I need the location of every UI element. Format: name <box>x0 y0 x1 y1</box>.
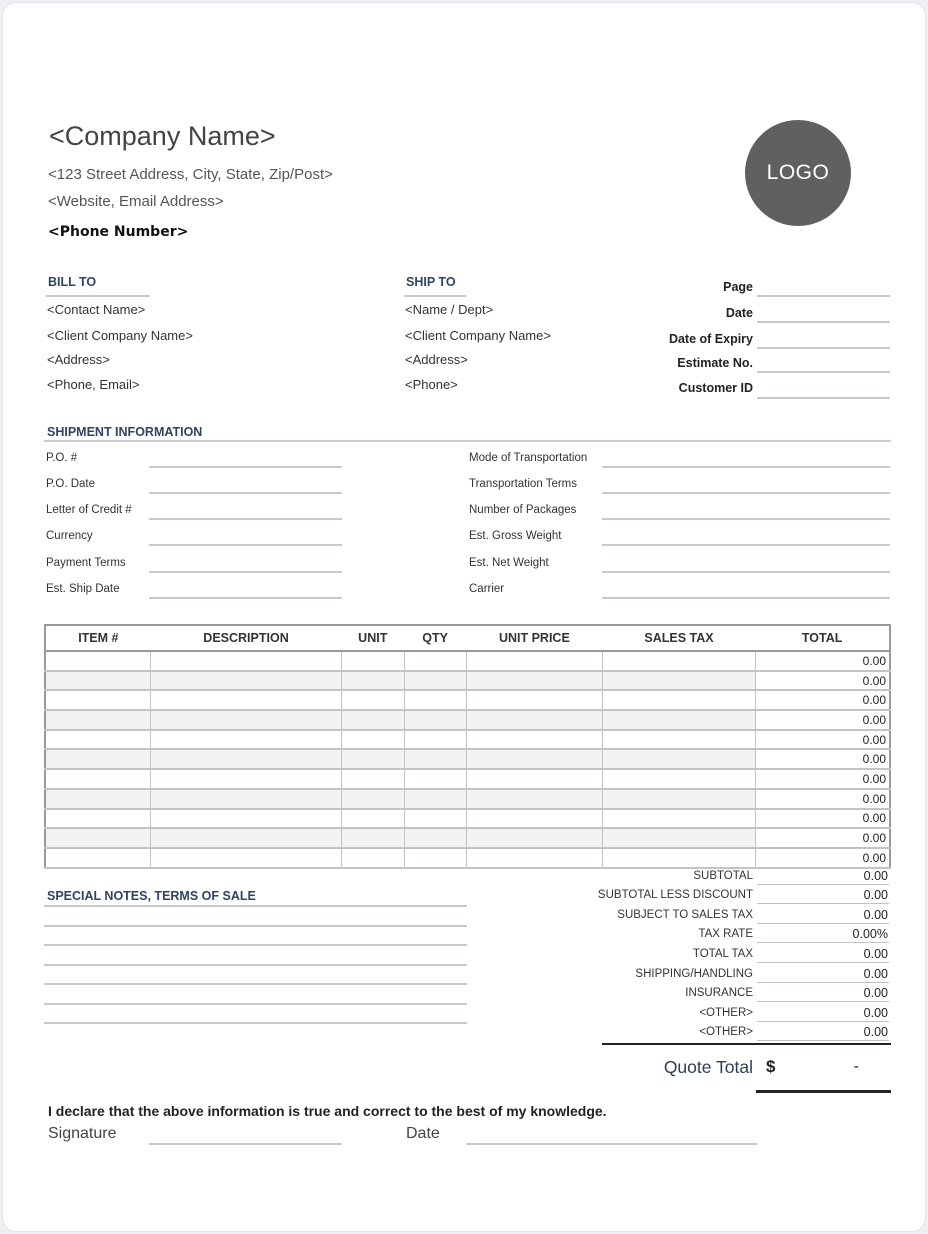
summary-rule <box>757 1001 889 1002</box>
po-date-label: P.O. Date <box>46 478 96 490</box>
unit-price-cell[interactable] <box>466 848 603 868</box>
bill-to-company: <Client Company Name> <box>47 328 193 343</box>
unit-header: UNIT <box>341 625 404 651</box>
letter-of-credit-label: Letter of Credit # <box>46 504 132 516</box>
row-total-cell: 0.00 <box>755 730 890 750</box>
unit-price-cell[interactable] <box>466 789 603 809</box>
logo-placeholder: LOGO <box>745 120 851 226</box>
carrier-label: Carrier <box>469 583 505 595</box>
ship-to-address: <Address> <box>405 352 468 367</box>
notes-line-1[interactable] <box>44 905 467 907</box>
summary-rule <box>757 1040 889 1041</box>
bill-to-phone: <Phone, Email> <box>47 377 140 392</box>
summary-value: 0.00 <box>863 888 888 902</box>
summary-label: <OTHER> <box>699 1007 753 1019</box>
date-of-expiry-label: Date of Expiry <box>668 332 753 346</box>
sales-tax-cell[interactable] <box>603 769 756 789</box>
unit-price-cell[interactable] <box>466 690 603 710</box>
summary-value: 0.00 <box>863 947 888 961</box>
item-number-cell[interactable] <box>45 848 151 868</box>
summary-value: 0.00 <box>863 1006 888 1020</box>
unit-cell[interactable] <box>341 848 404 868</box>
unit-price-cell[interactable] <box>466 749 603 769</box>
items-header-row <box>45 625 890 651</box>
estimate-no-label: Estimate No. <box>677 356 753 370</box>
qty-cell[interactable] <box>404 710 466 730</box>
unit-price-cell[interactable] <box>466 769 603 789</box>
unit-cell[interactable] <box>341 789 404 809</box>
carrier-field[interactable] <box>602 597 890 599</box>
table-row <box>45 749 890 769</box>
shipment-heading: SHIPMENT INFORMATION <box>47 425 203 439</box>
date-field[interactable] <box>757 321 890 323</box>
summary-rule <box>757 982 889 983</box>
table-row <box>45 769 890 789</box>
summary-label: SUBTOTAL LESS DISCOUNT <box>597 889 753 901</box>
sales-tax-header: SALES TAX <box>603 625 756 651</box>
item-number-cell[interactable] <box>45 809 151 829</box>
unit-cell[interactable] <box>341 749 404 769</box>
summary-rule <box>757 903 889 904</box>
qty-cell[interactable] <box>404 730 466 750</box>
qty-header: QTY <box>404 625 466 651</box>
summary-value: 0.00 <box>863 1025 888 1039</box>
summary-label: TAX RATE <box>698 928 753 940</box>
item-number-cell[interactable] <box>45 710 151 730</box>
qty-cell[interactable] <box>404 828 466 848</box>
transportation-terms-label: Transportation Terms <box>469 478 578 490</box>
notes-line-7[interactable] <box>44 1022 467 1024</box>
company-address: <123 Street Address, City, State, Zip/Post> <box>48 166 333 183</box>
customer-id-label: Customer ID <box>678 381 753 395</box>
number-of-packages-label: Number of Packages <box>469 504 577 516</box>
unit-price-cell[interactable] <box>466 710 603 730</box>
summary-divider <box>602 1043 891 1045</box>
item-number-header: ITEM # <box>45 625 151 651</box>
sales-tax-cell[interactable] <box>603 809 756 829</box>
sales-tax-cell[interactable] <box>603 828 756 848</box>
est-gross-weight-field[interactable] <box>602 544 890 546</box>
unit-cell[interactable] <box>341 828 404 848</box>
notes-line-2[interactable] <box>44 925 467 927</box>
row-total-cell: 0.00 <box>755 749 890 769</box>
est-ship-date-label: Est. Ship Date <box>46 583 120 595</box>
summary-label: <OTHER> <box>699 1026 753 1038</box>
description-cell[interactable] <box>151 789 342 809</box>
qty-cell[interactable] <box>404 789 466 809</box>
payment-terms-field[interactable] <box>149 571 342 573</box>
summary-value: 0.00 <box>863 869 888 883</box>
payment-terms-label: Payment Terms <box>46 557 126 569</box>
sales-tax-cell[interactable] <box>603 789 756 809</box>
items-body <box>45 651 890 868</box>
table-row <box>45 651 890 671</box>
unit-cell[interactable] <box>341 671 404 691</box>
signature-field[interactable] <box>149 1143 342 1145</box>
items-table <box>44 624 891 869</box>
description-cell[interactable] <box>151 848 342 868</box>
po-date-field[interactable] <box>149 492 342 494</box>
number-of-packages-field[interactable] <box>602 518 890 520</box>
table-row <box>45 710 890 730</box>
quote-total-underline <box>756 1090 891 1093</box>
page-label: Page <box>723 280 753 294</box>
bill-to-address: <Address> <box>47 352 110 367</box>
ship-to-name: <Name / Dept> <box>405 302 494 317</box>
letter-of-credit-field[interactable] <box>149 518 342 520</box>
qty-cell[interactable] <box>404 651 466 671</box>
mode-of-transportation-field[interactable] <box>602 466 890 468</box>
ship-to-company: <Client Company Name> <box>405 328 551 343</box>
ship-to-rule <box>404 295 466 297</box>
company-web-email: <Website, Email Address> <box>48 193 224 210</box>
qty-cell[interactable] <box>404 671 466 691</box>
quote-total-value: - <box>853 1058 859 1075</box>
summary-label: SUBJECT TO SALES TAX <box>617 909 753 921</box>
est-net-weight-label: Est. Net Weight <box>469 557 549 569</box>
qty-cell[interactable] <box>404 769 466 789</box>
currency-field[interactable] <box>149 544 342 546</box>
item-number-cell[interactable] <box>45 769 151 789</box>
item-number-cell[interactable] <box>45 789 151 809</box>
est-net-weight-field[interactable] <box>602 571 890 573</box>
description-header: DESCRIPTION <box>151 625 342 651</box>
sales-tax-cell[interactable] <box>603 690 756 710</box>
summary-label: SHIPPING/HANDLING <box>635 968 753 980</box>
sales-tax-cell[interactable] <box>603 749 756 769</box>
description-cell[interactable] <box>151 749 342 769</box>
unit-cell[interactable] <box>341 809 404 829</box>
date-label: Date <box>725 306 753 320</box>
table-row <box>45 828 890 848</box>
signature-date-label: Date <box>406 1125 440 1142</box>
row-total-cell: 0.00 <box>755 651 890 671</box>
item-number-cell[interactable] <box>45 749 151 769</box>
summary-label: INSURANCE <box>685 987 753 999</box>
sales-tax-cell[interactable] <box>603 651 756 671</box>
shipment-rule <box>44 440 891 442</box>
row-total-cell: 0.00 <box>755 690 890 710</box>
customer-id-field[interactable] <box>757 397 890 399</box>
est-gross-weight-label: Est. Gross Weight <box>469 530 562 542</box>
notes-line-3[interactable] <box>44 944 467 946</box>
table-row <box>45 671 890 691</box>
qty-cell[interactable] <box>404 848 466 868</box>
unit-price-header: UNIT PRICE <box>466 625 603 651</box>
unit-price-cell[interactable] <box>466 730 603 750</box>
item-number-cell[interactable] <box>45 828 151 848</box>
summary-value: 0.00 <box>863 967 888 981</box>
ship-to-phone: <Phone> <box>405 377 458 392</box>
sales-tax-cell[interactable] <box>603 730 756 750</box>
summary-rule <box>757 923 889 924</box>
item-number-cell[interactable] <box>45 671 151 691</box>
description-cell[interactable] <box>151 651 342 671</box>
table-row <box>45 848 890 868</box>
summary-label: TOTAL TAX <box>692 948 753 960</box>
summary-value: 0.00% <box>852 927 888 941</box>
notes-line-5[interactable] <box>44 983 467 985</box>
special-notes-heading: SPECIAL NOTES, TERMS OF SALE <box>47 889 256 903</box>
item-number-cell[interactable] <box>45 690 151 710</box>
qty-cell[interactable] <box>404 690 466 710</box>
description-cell[interactable] <box>151 710 342 730</box>
page-field[interactable] <box>757 295 890 297</box>
unit-price-cell[interactable] <box>466 828 603 848</box>
notes-line-6[interactable] <box>44 1003 467 1005</box>
unit-price-cell[interactable] <box>466 809 603 829</box>
table-row <box>45 809 890 829</box>
po-number-label: P.O. # <box>46 452 78 464</box>
description-cell[interactable] <box>151 769 342 789</box>
description-cell[interactable] <box>151 730 342 750</box>
unit-cell[interactable] <box>341 690 404 710</box>
summary-value: 0.00 <box>863 908 888 922</box>
ship-to-heading: SHIP TO <box>406 275 456 289</box>
estimate-no-field[interactable] <box>757 371 890 373</box>
bill-to-rule <box>46 295 150 297</box>
table-row <box>45 690 890 710</box>
sales-tax-cell[interactable] <box>603 710 756 730</box>
total-header: TOTAL <box>755 625 890 651</box>
row-total-cell: 0.00 <box>755 671 890 691</box>
row-total-cell: 0.00 <box>755 789 890 809</box>
currency-label: Currency <box>46 530 93 542</box>
unit-price-cell[interactable] <box>466 651 603 671</box>
summary-rule <box>757 1021 889 1022</box>
description-cell[interactable] <box>151 690 342 710</box>
item-number-cell[interactable] <box>45 730 151 750</box>
sales-tax-cell[interactable] <box>603 848 756 868</box>
summary-value: 0.00 <box>863 986 888 1000</box>
company-name: <Company Name> <box>49 121 276 151</box>
sales-tax-cell[interactable] <box>603 671 756 691</box>
summary-rule <box>757 942 889 943</box>
signature-date-field[interactable] <box>466 1143 757 1145</box>
table-row <box>45 730 890 750</box>
summary-label: SUBTOTAL <box>693 870 753 882</box>
transportation-terms-field[interactable] <box>602 492 890 494</box>
description-cell[interactable] <box>151 809 342 829</box>
quote-total-label: Quote Total <box>663 1057 753 1077</box>
row-total-cell: 0.00 <box>755 710 890 730</box>
qty-cell[interactable] <box>404 809 466 829</box>
date-of-expiry-field[interactable] <box>757 347 890 349</box>
signature-label: Signature <box>48 1125 117 1142</box>
unit-cell[interactable] <box>341 710 404 730</box>
unit-cell[interactable] <box>341 651 404 671</box>
summary-rule <box>757 884 889 885</box>
row-total-cell: 0.00 <box>755 828 890 848</box>
unit-cell[interactable] <box>341 730 404 750</box>
row-total-cell: 0.00 <box>755 769 890 789</box>
declaration-text: I declare that the above information is true and correct to the best of my knowledge. <box>48 1103 607 1119</box>
unit-cell[interactable] <box>341 769 404 789</box>
quote-total-currency: $ <box>766 1057 776 1076</box>
company-phone: <Phone Number> <box>48 224 189 240</box>
notes-line-4[interactable] <box>44 964 467 966</box>
bill-to-heading: BILL TO <box>48 275 97 289</box>
summary-rule <box>757 962 889 963</box>
po-number-field[interactable] <box>149 466 342 468</box>
description-cell[interactable] <box>151 671 342 691</box>
qty-cell[interactable] <box>404 749 466 769</box>
estimate-sheet <box>2 2 926 1232</box>
bill-to-contact: <Contact Name> <box>47 302 146 317</box>
table-row <box>45 789 890 809</box>
mode-of-transportation-label: Mode of Transportation <box>469 452 588 464</box>
est-ship-date-field[interactable] <box>149 597 342 599</box>
item-number-cell[interactable] <box>45 651 151 671</box>
unit-price-cell[interactable] <box>466 671 603 691</box>
row-total-cell: 0.00 <box>755 848 890 868</box>
row-total-cell: 0.00 <box>755 809 890 829</box>
description-cell[interactable] <box>151 828 342 848</box>
